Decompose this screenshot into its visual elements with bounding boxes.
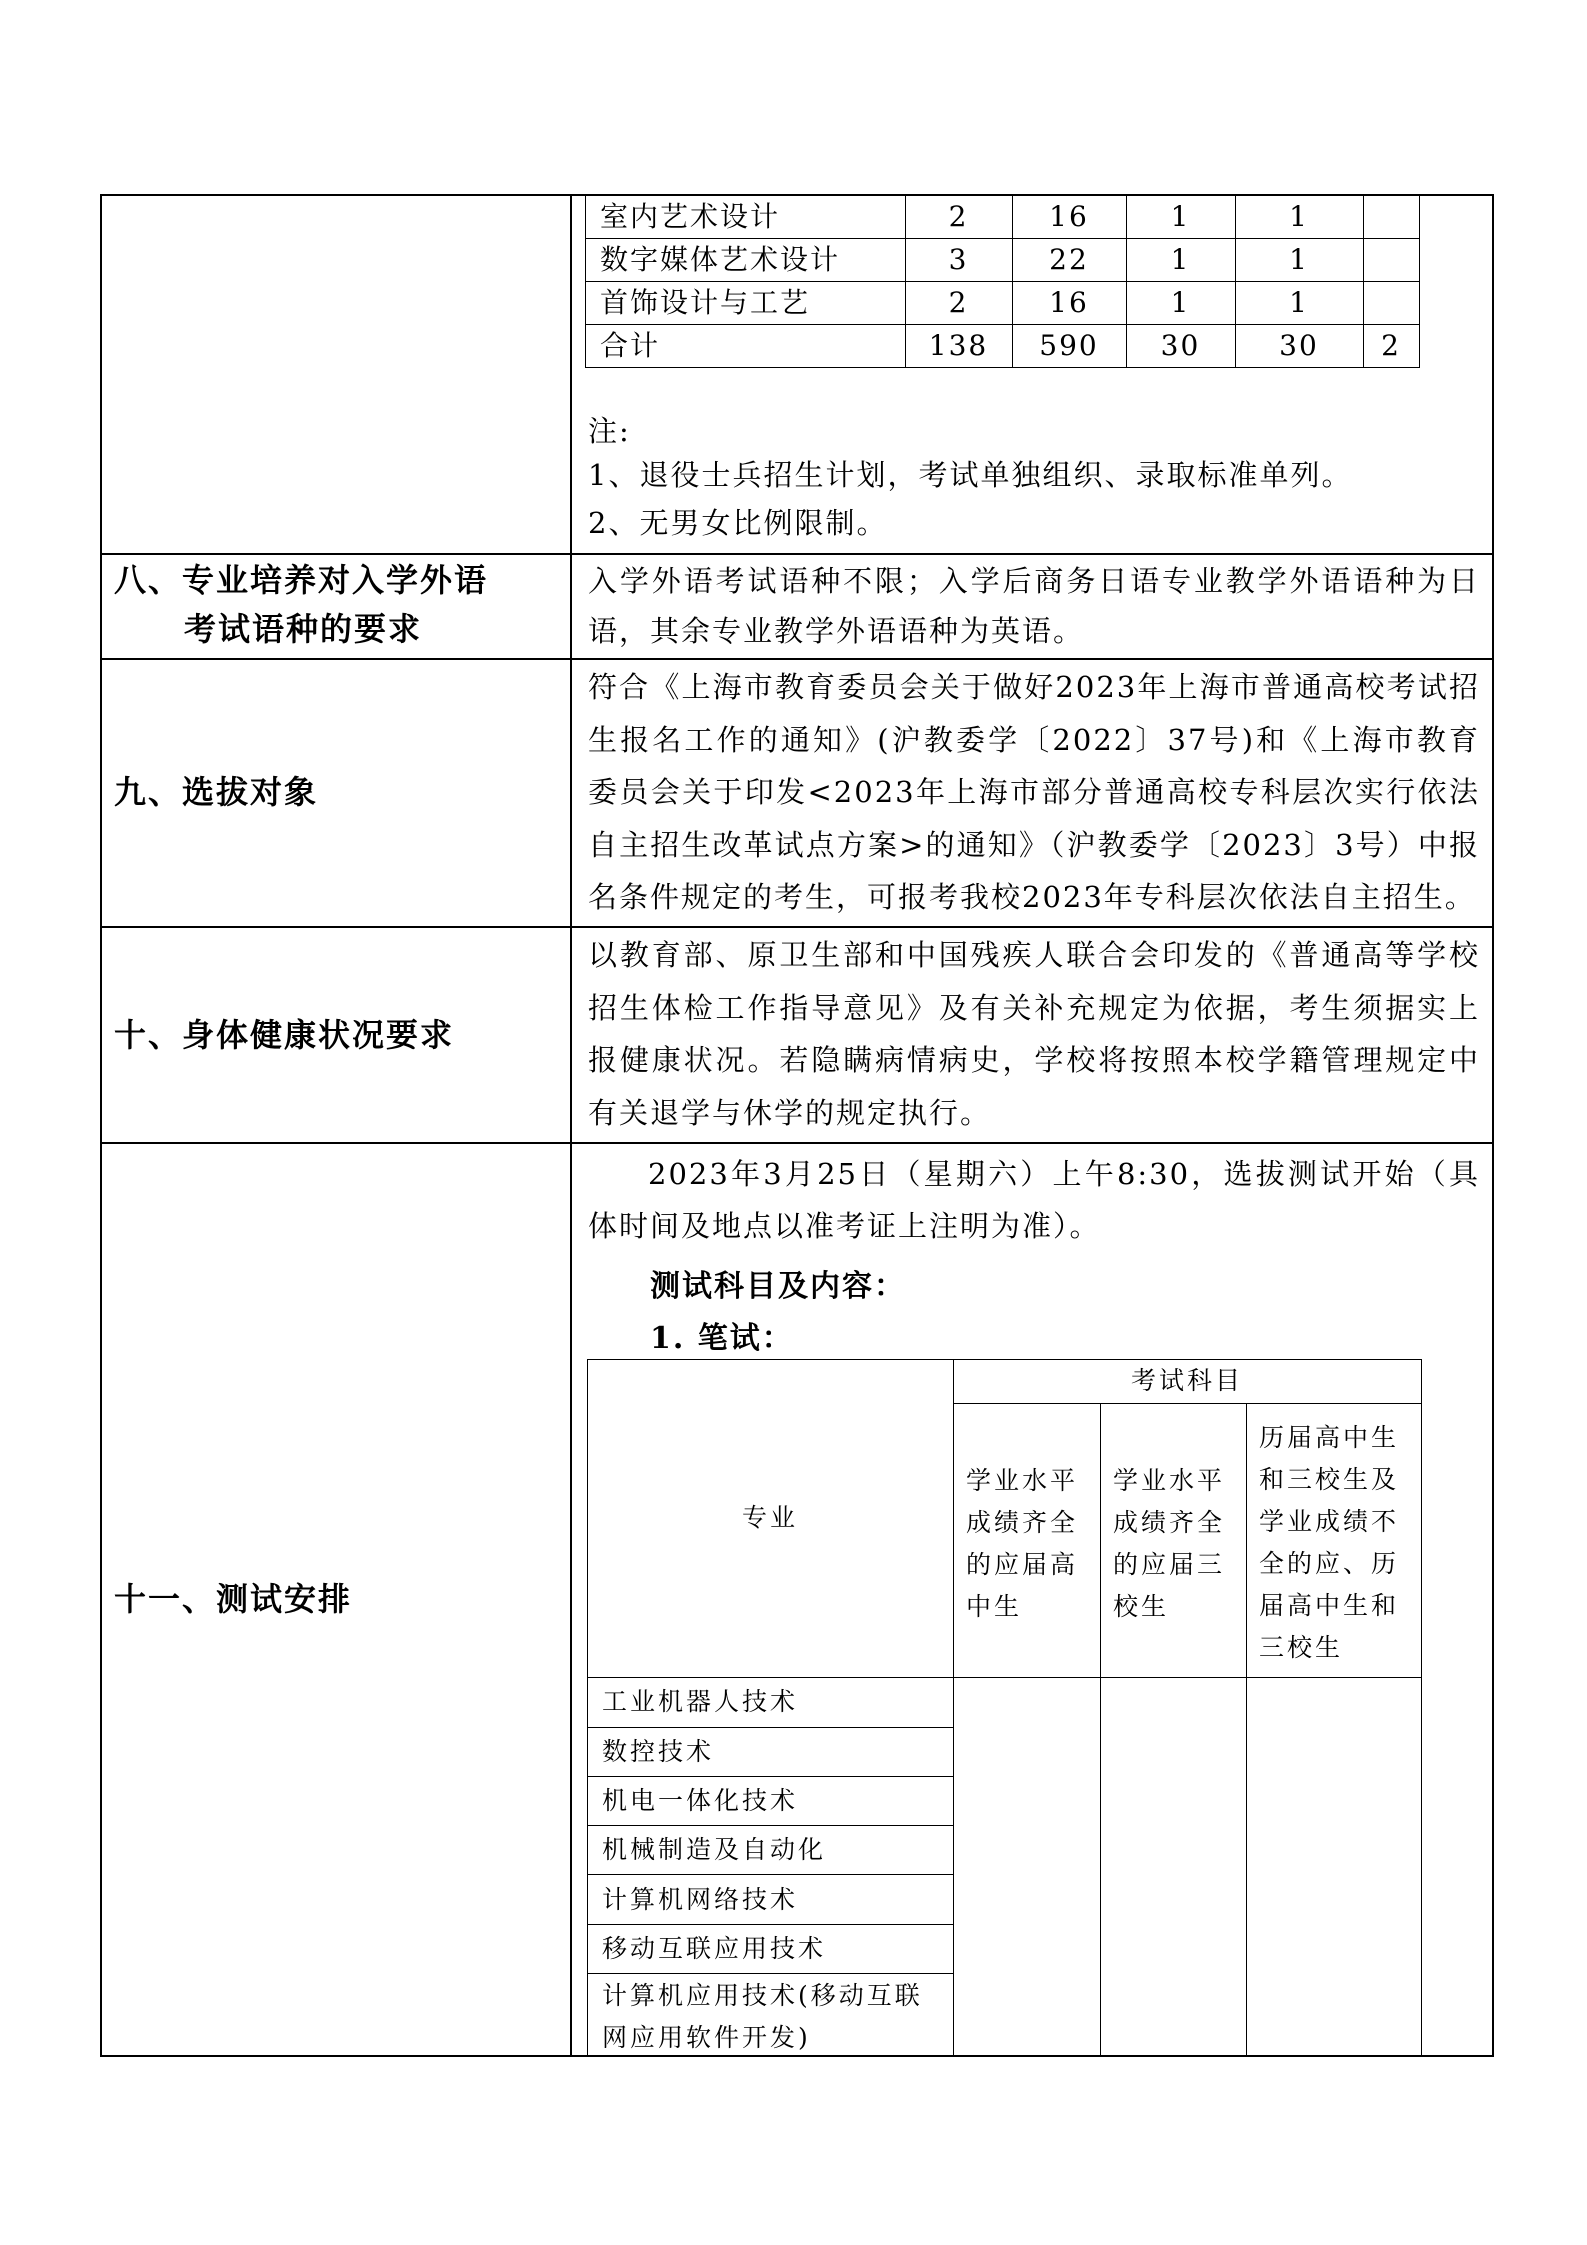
table-cell-value: 16 (1049, 200, 1089, 233)
exam-col-current-sanxiao: 学业水平成绩齐全的应届三校生 (1113, 1466, 1226, 1621)
table-cell-value: 2 (948, 286, 969, 319)
table-cell-value: 1 (1289, 286, 1309, 319)
exam-major-row: 机电一体化技术 (602, 1786, 799, 1815)
table-cell-value: 1 (1170, 243, 1191, 276)
section-8-content: 入学外语考试语种不限；入学后商务日语专业教学外语语种为日语，其余专业教学外语语种为英语。 (588, 564, 1480, 648)
exam-major-row: 移动互联应用技术 (602, 1934, 827, 1963)
table-cell-value: 30 (1279, 329, 1319, 362)
table-cell-value: 1 (1170, 286, 1191, 319)
table-cell-value: 1 (1170, 200, 1191, 233)
section-11-content: 2023年3月25日（星期六）上午8:30，选拔测试开始（具体时间及地点以准考证上注明为准）。 (588, 1157, 1480, 1243)
section-11-sub1: 1. 笔试： (650, 1321, 794, 1356)
section-8-label-line1: 八、专业培养对入学外语 (114, 561, 489, 599)
section-11-label: 十一、测试安排 (114, 1580, 353, 1618)
table-cell-value: 1 (1289, 200, 1309, 233)
exam-col-previous-and-incomplete: 历届高中生和三校生及学业成绩不全的应、历届高中生和三校生 (1259, 1423, 1400, 1662)
notes-item-1: 1、退役士兵招生计划，考试单独组织、录取标准单列。 (588, 458, 1353, 492)
exam-col-current-highschool: 学业水平成绩齐全的应届高中生 (966, 1466, 1079, 1621)
section-8-label-line2: 考试语种的要求 (184, 610, 423, 648)
table-cell-value: 590 (1039, 329, 1099, 362)
row-divider-10 (100, 926, 1494, 928)
section-10-content: 以教育部、原卫生部和中国残疾人联合会印发的《普通高等学校招生体检工作指导意见》及有关补充规定为依据，考生须据实上报健康状况。若隐瞒病情病史，学校将按照本校学籍管理规定中有关退学与休学的规定执行。 (588, 938, 1480, 1130)
row-divider-9 (100, 658, 1494, 660)
section-11-subtitle: 测试科目及内容： (650, 1269, 906, 1304)
table-cell-value: 16 (1049, 286, 1089, 319)
exam-major-row: 机械制造及自动化 (602, 1835, 827, 1864)
table-cell-value: 1 (1289, 243, 1309, 276)
exam-major-row: 计算机应用技术(移动互联网应用软件开发) (602, 1981, 923, 2052)
column-divider (570, 194, 572, 2057)
exam-major-row: 数控技术 (602, 1737, 715, 1766)
table-cell-value: 138 (928, 329, 989, 362)
row-divider-11 (100, 1142, 1494, 1144)
exam-major-row: 计算机网络技术 (602, 1885, 799, 1914)
table-cell-value: 2 (1381, 329, 1401, 362)
outer-left-border (100, 194, 102, 2057)
exam-header-subjects: 考试科目 (1130, 1366, 1243, 1395)
exam-major-row: 工业机器人技术 (602, 1687, 799, 1716)
table-cell-major: 室内艺术设计 (600, 200, 781, 233)
table-cell-value: 22 (1049, 243, 1089, 276)
table-cell-major: 首饰设计与工艺 (600, 286, 811, 319)
exam-header-major: 专业 (741, 1503, 798, 1532)
table-cell-value: 3 (948, 243, 969, 276)
notes-item-2: 2、无男女比例限制。 (588, 506, 888, 540)
table-cell-total-label: 合计 (600, 329, 661, 362)
table-cell-value: 30 (1160, 329, 1201, 362)
table-cell-major: 数字媒体艺术设计 (600, 243, 841, 276)
notes-title: 注: (588, 414, 631, 448)
outer-right-border (1492, 194, 1494, 2057)
section-9-content: 符合《上海市教育委员会关于做好2023年上海市普通高校考试招生报名工作的通知》(沪教委学〔2022〕37号)和《上海市教育委员会关于印发<2023年上海市部分普通高校专科层次实行依法自主招生改革试点方案>的通知》（沪教委学〔2023〕3号）中报名条件规定的考生，可报考我校2023年专科层次依法自主招生。 (588, 670, 1480, 914)
table-cell-value: 2 (948, 200, 969, 233)
section-10-label: 十、身体健康状况要求 (114, 1016, 455, 1054)
section-9-label: 九、选拔对象 (114, 773, 319, 811)
